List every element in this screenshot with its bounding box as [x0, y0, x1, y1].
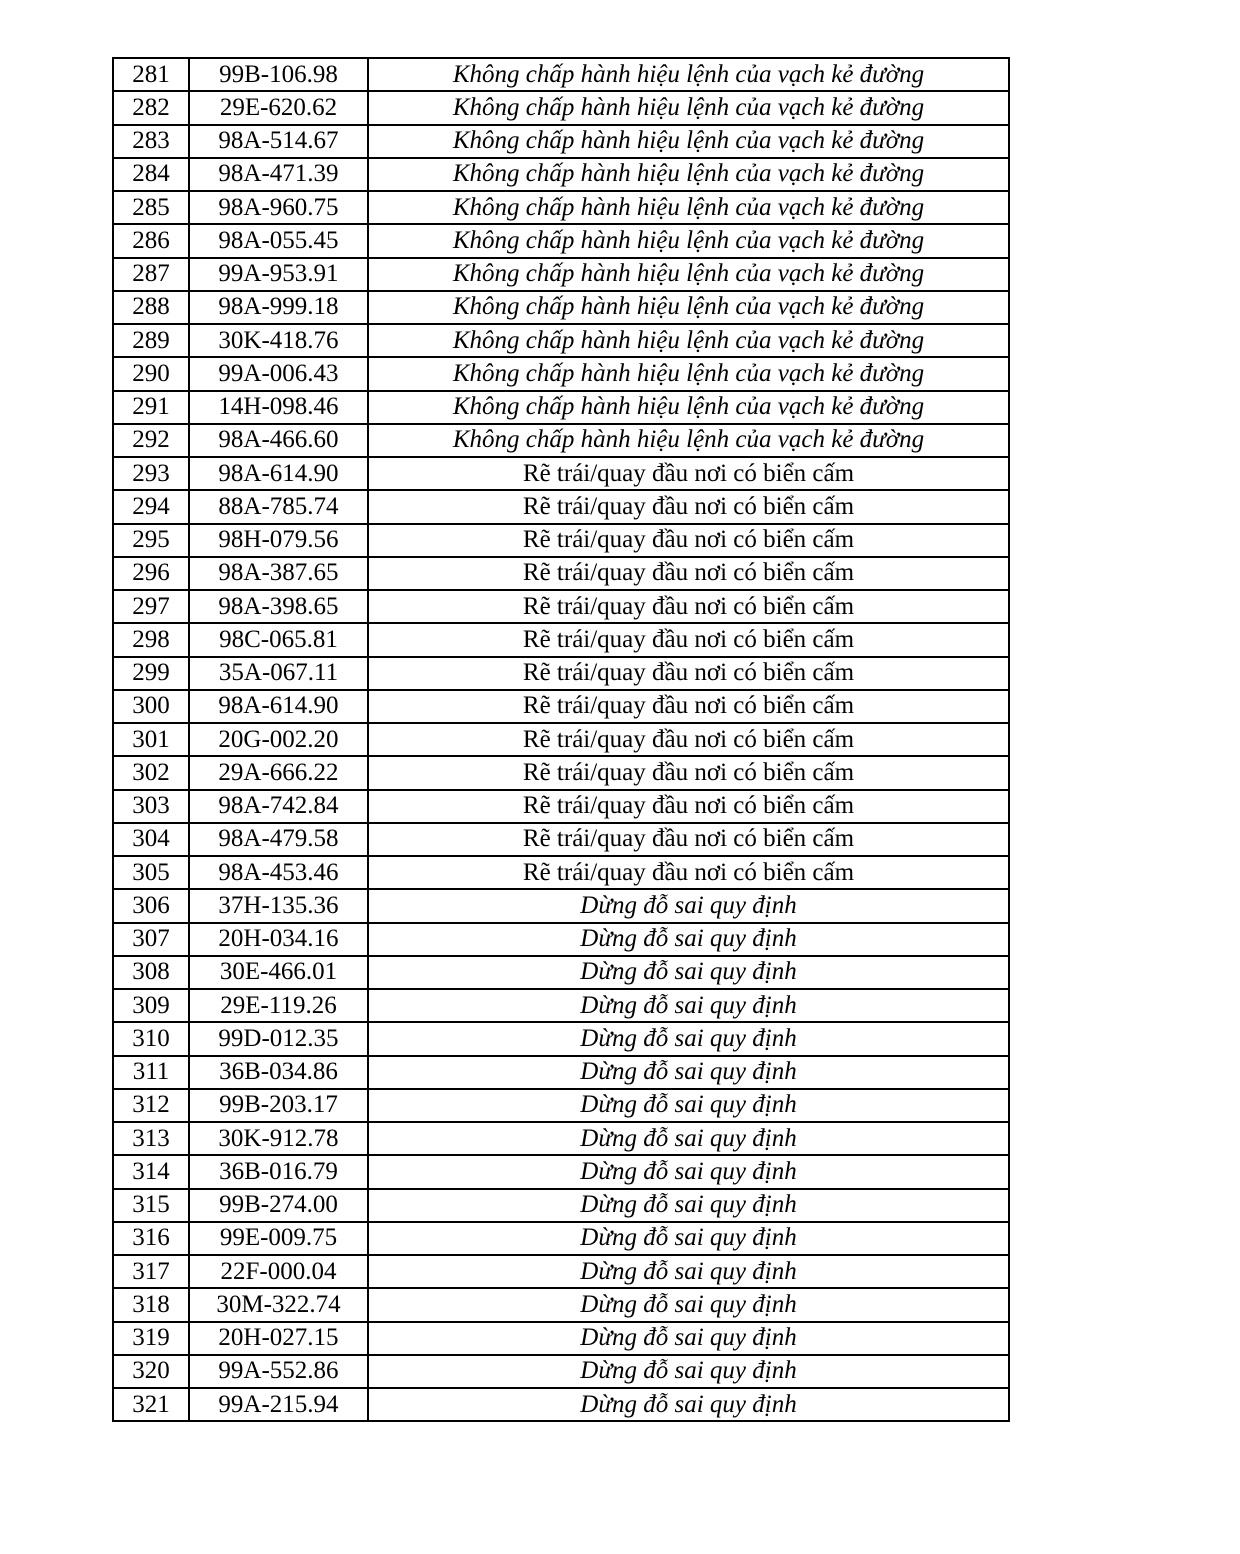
license-plate-cell: 20G-002.20 [189, 723, 368, 756]
violation-cell: Rẽ trái/quay đầu nơi có biển cấm [368, 823, 1009, 856]
row-number-cell: 299 [113, 657, 189, 690]
license-plate-cell: 22F-000.04 [189, 1255, 368, 1288]
table-row [113, 457, 1009, 490]
violation-cell: Không chấp hành hiệu lệnh của vạch kẻ đường [368, 125, 1009, 158]
violation-cell: Rẽ trái/quay đầu nơi có biển cấm [368, 557, 1009, 590]
row-number-cell: 297 [113, 590, 189, 623]
violation-cell: Rẽ trái/quay đầu nơi có biển cấm [368, 524, 1009, 557]
violation-cell: Rẽ trái/quay đầu nơi có biển cấm [368, 756, 1009, 789]
table-row [113, 756, 1009, 789]
violation-cell: Không chấp hành hiệu lệnh của vạch kẻ đường [368, 424, 1009, 457]
violation-cell: Không chấp hành hiệu lệnh của vạch kẻ đường [368, 224, 1009, 257]
row-number-cell: 308 [113, 956, 189, 989]
table-row [113, 224, 1009, 257]
row-number-cell: 292 [113, 424, 189, 457]
row-number-cell: 311 [113, 1056, 189, 1089]
license-plate-cell: 98A-614.90 [189, 690, 368, 723]
table-row [113, 1355, 1009, 1388]
violation-cell: Rẽ trái/quay đầu nơi có biển cấm [368, 790, 1009, 823]
violation-cell: Không chấp hành hiệu lệnh của vạch kẻ đường [368, 58, 1009, 91]
table-row [113, 590, 1009, 623]
row-number-cell: 314 [113, 1155, 189, 1188]
row-number-cell: 294 [113, 490, 189, 523]
violation-cell: Rẽ trái/quay đầu nơi có biển cấm [368, 490, 1009, 523]
row-number-cell: 300 [113, 690, 189, 723]
table-row [113, 1288, 1009, 1321]
license-plate-cell: 29E-620.62 [189, 91, 368, 124]
table-row [113, 91, 1009, 124]
row-number-cell: 287 [113, 258, 189, 291]
table-row [113, 723, 1009, 756]
license-plate-cell: 88A-785.74 [189, 490, 368, 523]
license-plate-cell: 35A-067.11 [189, 657, 368, 690]
violation-cell: Rẽ trái/quay đầu nơi có biển cấm [368, 856, 1009, 889]
violation-cell: Rẽ trái/quay đầu nơi có biển cấm [368, 623, 1009, 656]
row-number-cell: 286 [113, 224, 189, 257]
violation-cell: Rẽ trái/quay đầu nơi có biển cấm [368, 590, 1009, 623]
violations-table [112, 57, 1010, 1422]
violation-cell: Dừng đỗ sai quy định [368, 1056, 1009, 1089]
violation-cell: Dừng đỗ sai quy định [368, 1222, 1009, 1255]
table-row [113, 790, 1009, 823]
violation-cell: Dừng đỗ sai quy định [368, 1022, 1009, 1055]
license-plate-cell: 36B-016.79 [189, 1155, 368, 1188]
row-number-cell: 301 [113, 723, 189, 756]
row-number-cell: 281 [113, 58, 189, 91]
table-row [113, 856, 1009, 889]
license-plate-cell: 98A-466.60 [189, 424, 368, 457]
violation-cell: Không chấp hành hiệu lệnh của vạch kẻ đường [368, 391, 1009, 424]
table-row [113, 1189, 1009, 1222]
table-row [113, 524, 1009, 557]
row-number-cell: 321 [113, 1388, 189, 1421]
table-row [113, 191, 1009, 224]
row-number-cell: 283 [113, 125, 189, 158]
license-plate-cell: 98A-471.39 [189, 158, 368, 191]
license-plate-cell: 99B-203.17 [189, 1089, 368, 1122]
table-row [113, 357, 1009, 390]
row-number-cell: 303 [113, 790, 189, 823]
license-plate-cell: 98H-079.56 [189, 524, 368, 557]
license-plate-cell: 98A-742.84 [189, 790, 368, 823]
violation-cell: Không chấp hành hiệu lệnh của vạch kẻ đường [368, 357, 1009, 390]
table-row [113, 956, 1009, 989]
table-row [113, 1222, 1009, 1255]
violation-cell: Dừng đỗ sai quy định [368, 1388, 1009, 1421]
row-number-cell: 295 [113, 524, 189, 557]
row-number-cell: 318 [113, 1288, 189, 1321]
violation-cell: Không chấp hành hiệu lệnh của vạch kẻ đường [368, 258, 1009, 291]
table-row [113, 1022, 1009, 1055]
violation-cell: Dừng đỗ sai quy định [368, 1255, 1009, 1288]
row-number-cell: 290 [113, 357, 189, 390]
violation-cell: Không chấp hành hiệu lệnh của vạch kẻ đường [368, 191, 1009, 224]
table-row [113, 557, 1009, 590]
row-number-cell: 282 [113, 91, 189, 124]
table-row [113, 623, 1009, 656]
row-number-cell: 302 [113, 756, 189, 789]
license-plate-cell: 20H-034.16 [189, 923, 368, 956]
violation-cell: Rẽ trái/quay đầu nơi có biển cấm [368, 457, 1009, 490]
row-number-cell: 304 [113, 823, 189, 856]
license-plate-cell: 99D-012.35 [189, 1022, 368, 1055]
row-number-cell: 315 [113, 1189, 189, 1222]
table-row [113, 58, 1009, 91]
violation-cell: Dừng đỗ sai quy định [368, 1189, 1009, 1222]
license-plate-cell: 98A-960.75 [189, 191, 368, 224]
license-plate-cell: 99E-009.75 [189, 1222, 368, 1255]
license-plate-cell: 37H-135.36 [189, 889, 368, 922]
license-plate-cell: 30K-418.76 [189, 324, 368, 357]
table-row [113, 391, 1009, 424]
row-number-cell: 309 [113, 989, 189, 1022]
row-number-cell: 289 [113, 324, 189, 357]
row-number-cell: 310 [113, 1022, 189, 1055]
row-number-cell: 313 [113, 1122, 189, 1155]
row-number-cell: 319 [113, 1322, 189, 1355]
table-row [113, 424, 1009, 457]
license-plate-cell: 98A-387.65 [189, 557, 368, 590]
violation-cell: Không chấp hành hiệu lệnh của vạch kẻ đường [368, 91, 1009, 124]
row-number-cell: 316 [113, 1222, 189, 1255]
license-plate-cell: 98A-398.65 [189, 590, 368, 623]
row-number-cell: 320 [113, 1355, 189, 1388]
license-plate-cell: 30K-912.78 [189, 1122, 368, 1155]
table-row [113, 1322, 1009, 1355]
violation-cell: Dừng đỗ sai quy định [368, 1288, 1009, 1321]
row-number-cell: 306 [113, 889, 189, 922]
license-plate-cell: 99A-953.91 [189, 258, 368, 291]
table-row [113, 989, 1009, 1022]
table-row [113, 1155, 1009, 1188]
license-plate-cell: 99B-106.98 [189, 58, 368, 91]
violation-cell: Dừng đỗ sai quy định [368, 1122, 1009, 1155]
license-plate-cell: 98A-614.90 [189, 457, 368, 490]
license-plate-cell: 29E-119.26 [189, 989, 368, 1022]
violation-cell: Không chấp hành hiệu lệnh của vạch kẻ đường [368, 324, 1009, 357]
license-plate-cell: 98A-453.46 [189, 856, 368, 889]
table-row [113, 258, 1009, 291]
license-plate-cell: 30M-322.74 [189, 1288, 368, 1321]
table-row [113, 490, 1009, 523]
violation-cell: Dừng đỗ sai quy định [368, 923, 1009, 956]
license-plate-cell: 99A-552.86 [189, 1355, 368, 1388]
table-row [113, 1388, 1009, 1421]
violation-cell: Dừng đỗ sai quy định [368, 1155, 1009, 1188]
table-row [113, 125, 1009, 158]
violation-cell: Không chấp hành hiệu lệnh của vạch kẻ đường [368, 158, 1009, 191]
violation-cell: Dừng đỗ sai quy định [368, 1355, 1009, 1388]
license-plate-cell: 98A-999.18 [189, 291, 368, 324]
row-number-cell: 285 [113, 191, 189, 224]
table-row [113, 1255, 1009, 1288]
table-row [113, 291, 1009, 324]
license-plate-cell: 30E-466.01 [189, 956, 368, 989]
license-plate-cell: 98C-065.81 [189, 623, 368, 656]
table-row [113, 823, 1009, 856]
violations-table-body [113, 58, 1009, 1421]
violation-cell: Dừng đỗ sai quy định [368, 989, 1009, 1022]
violation-cell: Rẽ trái/quay đầu nơi có biển cấm [368, 723, 1009, 756]
license-plate-cell: 14H-098.46 [189, 391, 368, 424]
row-number-cell: 312 [113, 1089, 189, 1122]
row-number-cell: 298 [113, 623, 189, 656]
row-number-cell: 293 [113, 457, 189, 490]
table-row [113, 923, 1009, 956]
violation-cell: Dừng đỗ sai quy định [368, 956, 1009, 989]
license-plate-cell: 99A-006.43 [189, 357, 368, 390]
table-row [113, 657, 1009, 690]
violation-cell: Rẽ trái/quay đầu nơi có biển cấm [368, 657, 1009, 690]
license-plate-cell: 98A-055.45 [189, 224, 368, 257]
violation-cell: Rẽ trái/quay đầu nơi có biển cấm [368, 690, 1009, 723]
row-number-cell: 305 [113, 856, 189, 889]
license-plate-cell: 36B-034.86 [189, 1056, 368, 1089]
row-number-cell: 284 [113, 158, 189, 191]
license-plate-cell: 99B-274.00 [189, 1189, 368, 1222]
license-plate-cell: 98A-514.67 [189, 125, 368, 158]
row-number-cell: 307 [113, 923, 189, 956]
license-plate-cell: 98A-479.58 [189, 823, 368, 856]
table-row [113, 1122, 1009, 1155]
row-number-cell: 291 [113, 391, 189, 424]
license-plate-cell: 29A-666.22 [189, 756, 368, 789]
row-number-cell: 317 [113, 1255, 189, 1288]
table-row [113, 889, 1009, 922]
license-plate-cell: 99A-215.94 [189, 1388, 368, 1421]
row-number-cell: 296 [113, 557, 189, 590]
table-row [113, 1056, 1009, 1089]
license-plate-cell: 20H-027.15 [189, 1322, 368, 1355]
row-number-cell: 288 [113, 291, 189, 324]
violation-cell: Không chấp hành hiệu lệnh của vạch kẻ đường [368, 291, 1009, 324]
table-row [113, 324, 1009, 357]
violation-cell: Dừng đỗ sai quy định [368, 889, 1009, 922]
table-row [113, 1089, 1009, 1122]
table-row [113, 158, 1009, 191]
violation-cell: Dừng đỗ sai quy định [368, 1089, 1009, 1122]
violation-cell: Dừng đỗ sai quy định [368, 1322, 1009, 1355]
table-row [113, 690, 1009, 723]
